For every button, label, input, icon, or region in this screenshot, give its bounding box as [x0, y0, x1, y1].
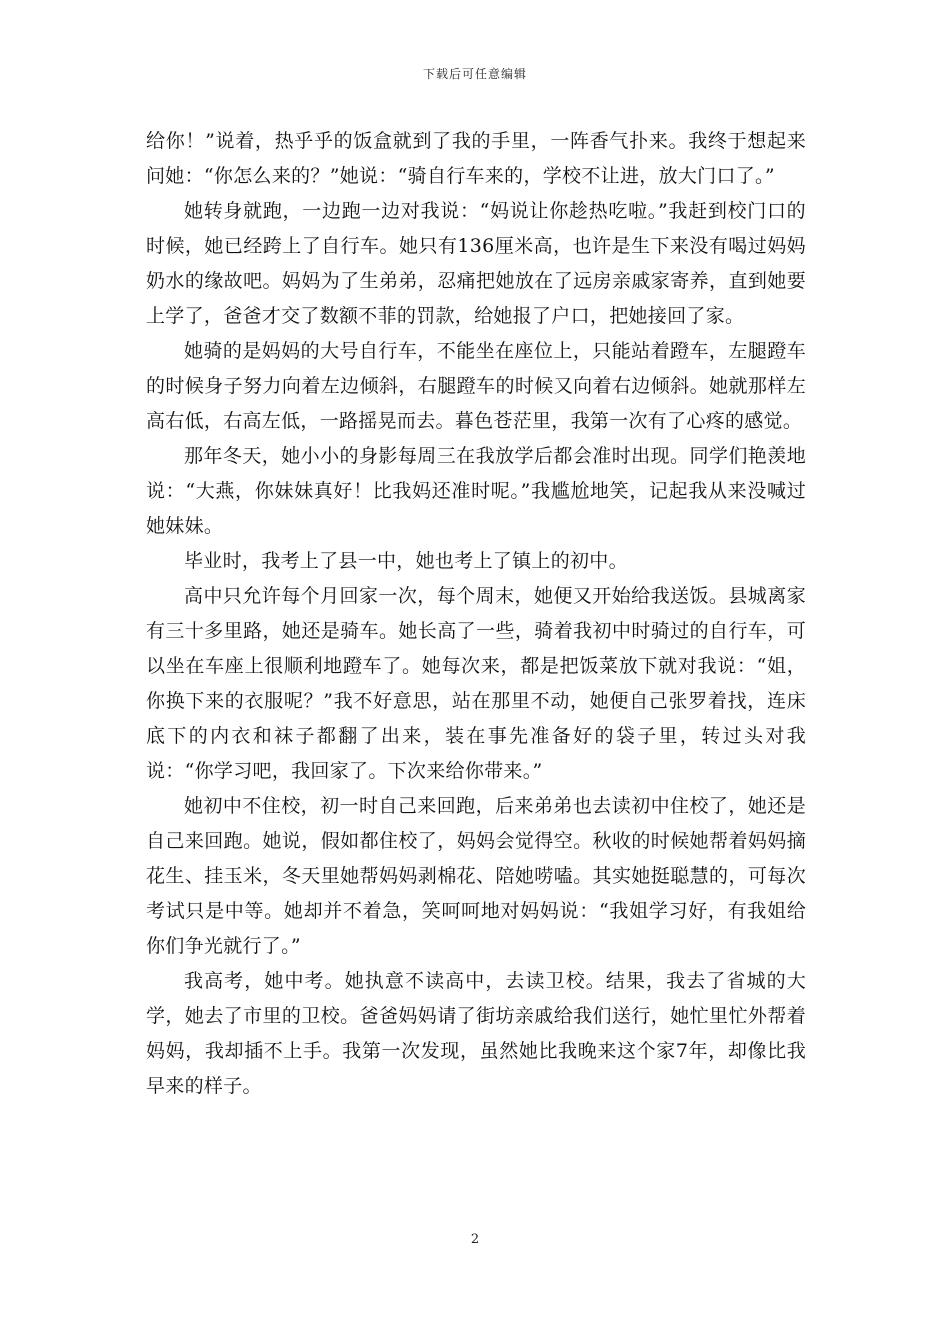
paragraph-2: 她转身就跑，一边跑一边对我说：“妈说让你趁热吃啦。”我赶到校门口的时候，她已经跨上了自行车。她只有136厘米高，也许是生下来没有喝过妈妈奶水的缘故吧。妈妈为了生弟弟，忍痛把她放在了远房亲戚家寄养，直到她要上学了，爸爸才交了数额不菲的罚款，给她报了户口，把她接回了家。 [146, 200, 806, 327]
page-header: 下载后可任意编辑 [422, 67, 527, 81]
paragraph-3: 她骑的是妈妈的大号自行车，不能坐在座位上，只能站着蹬车，左腿蹬车的时候身子努力向着左边倾斜，右腿蹬车的时候又向着右边倾斜。她就那样左高右低，右高左低，一路摇晃而去。暮色苍茫里，我第一次有了心疼的感觉。 [146, 340, 806, 432]
paragraph-1: 给你！”说着，热乎乎的饭盒就到了我的手里，一阵香气扑来。我终于想起来问她：“你怎么来的？”她说：“骑自行车来的，学校不让进，放大门口了。” [146, 130, 806, 187]
paragraph-6: 高中只允许每个月回家一次，每个周末，她便又开始给我送饭。县城离家有三十多里路，她还是骑车。她长高了一些，骑着我初中时骑过的自行车，可以坐在车座上很顺利地蹬车了。她每次来，都是把饭菜放下就对我说：“姐，你换下来的衣服呢？”我不好意思，站在那里不动，她便自己张罗着找，连床底下的内衣和袜子都翻了出来，装在事先准备好的袋子里，转过头对我说：“你学习吧，我回家了。下次来给你带来。” [146, 585, 806, 782]
paragraph-8: 我高考，她中考。她执意不读高中，去读卫校。结果，我去了省城的大学，她去了市里的卫校。爸爸妈妈请了街坊亲戚给我们送行，她忙里忙外帮着妈妈，我却插不上手。我第一次发现，虽然她比我晚来这个家7年，却像比我早来的样子。 [146, 970, 806, 1097]
paragraph-7: 她初中不住校，初一时自己来回跑，后来弟弟也去读初中住校了，她还是自己来回跑。她说，假如都住校了，妈妈会觉得空。秋收的时候她帮着妈妈摘花生、挂玉米，冬天里她帮妈妈剥棉花、陪她唠嗑。其实她挺聪慧的，可每次考试只是中等。她却并不着急，笑呵呵地对妈妈说：“我姐学习好，有我姐给你们争光就行了。” [146, 795, 806, 957]
paragraph-4: 那年冬天，她小小的身影每周三在我放学后都会准时出现。同学们艳羡地说：“大燕，你妹妹真好！比我妈还准时呢。”我尴尬地笑，记起我从来没喊过她妹妹。 [146, 445, 806, 537]
paragraph-5: 毕业时，我考上了县一中，她也考上了镇上的初中。 [184, 550, 628, 572]
page-number: 2 [470, 1232, 480, 1247]
document-body [146, 124, 806, 1104]
